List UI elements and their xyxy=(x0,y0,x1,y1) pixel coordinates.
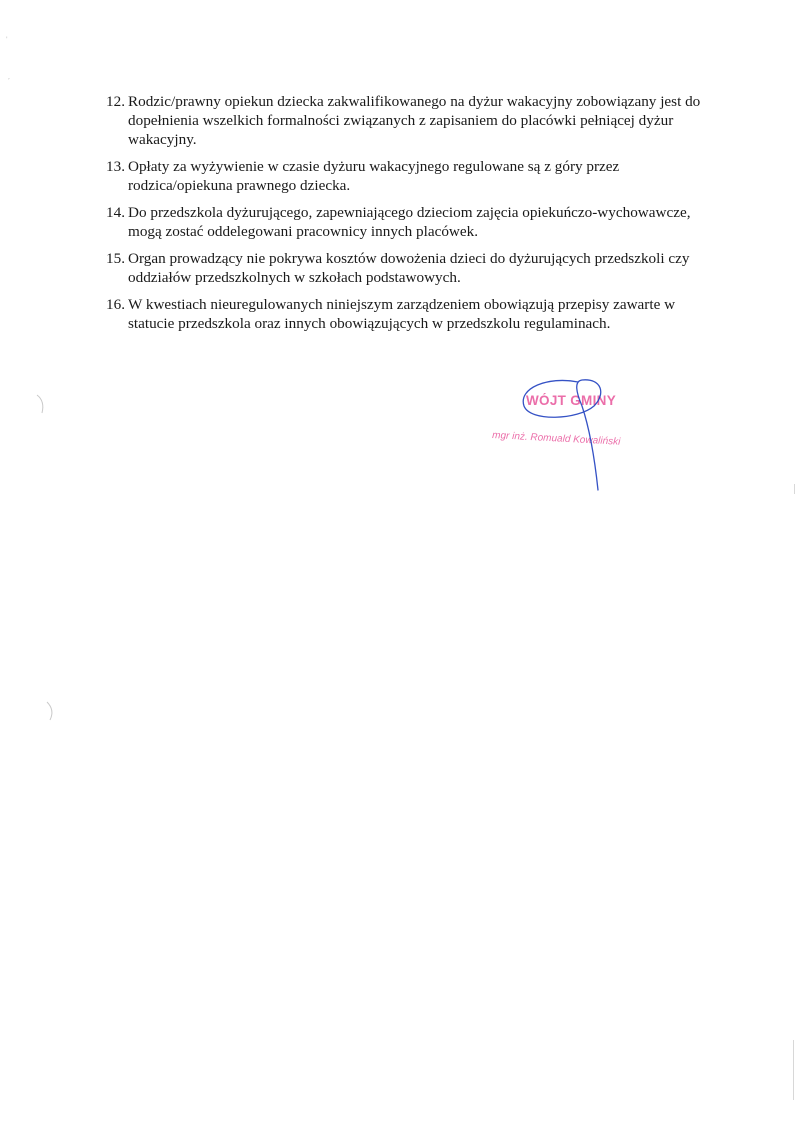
list-item xyxy=(106,157,706,195)
list-item xyxy=(106,295,706,333)
list-item xyxy=(106,92,706,149)
item-number: 14. xyxy=(106,204,125,221)
punch-hole-mark xyxy=(34,393,48,415)
list-item xyxy=(106,203,706,241)
item-text: Rodzic/prawny opiekun dziecka zakwalifikowanego na dyżur wakacyjny zobowiązany jest do dopełnienia wszelkich formalności związanych z zapisaniem do placówki pełniącej dyżur wakacyjny. xyxy=(128,93,701,148)
regulation-list xyxy=(106,92,706,341)
punch-hole-mark xyxy=(44,700,58,722)
item-text: Opłaty za wyżywienie w czasie dyżuru wakacyjnego regulowane są z góry przez rodzica/opiekuna prawnego dziecka. xyxy=(128,158,620,194)
stamp-title: WÓJT GMINY xyxy=(526,393,616,408)
official-stamp-with-signature xyxy=(478,372,658,497)
scan-speck: ' xyxy=(6,36,8,43)
stamp-name: mgr inż. Romuald Kowaliński xyxy=(491,430,621,448)
item-number: 16. xyxy=(106,296,125,313)
scan-edge-mark xyxy=(794,484,795,494)
scan-edge-mark xyxy=(793,1040,794,1100)
item-number: 15. xyxy=(106,250,125,267)
item-number: 12. xyxy=(106,93,125,110)
item-text: Organ prowadzący nie pokrywa kosztów dowożenia dzieci do dyżurujących przedszkoli czy oddziałów przedszkolnych w szkołach podstawowych. xyxy=(128,250,690,286)
list-item xyxy=(106,249,706,287)
item-number: 13. xyxy=(106,158,125,175)
item-text: W kwestiach nieuregulowanych niniejszym zarządzeniem obowiązują przepisy zawarte w statucie przedszkola oraz innych obowiązujących w przedszkolu regulaminach. xyxy=(128,296,676,332)
item-text: Do przedszkola dyżurującego, zapewniającego dzieciom zajęcia opiekuńczo-wychowawcze, mogą zostać oddelegowani pracownicy innych placówek. xyxy=(128,204,691,240)
scan-speck: , xyxy=(8,74,10,81)
